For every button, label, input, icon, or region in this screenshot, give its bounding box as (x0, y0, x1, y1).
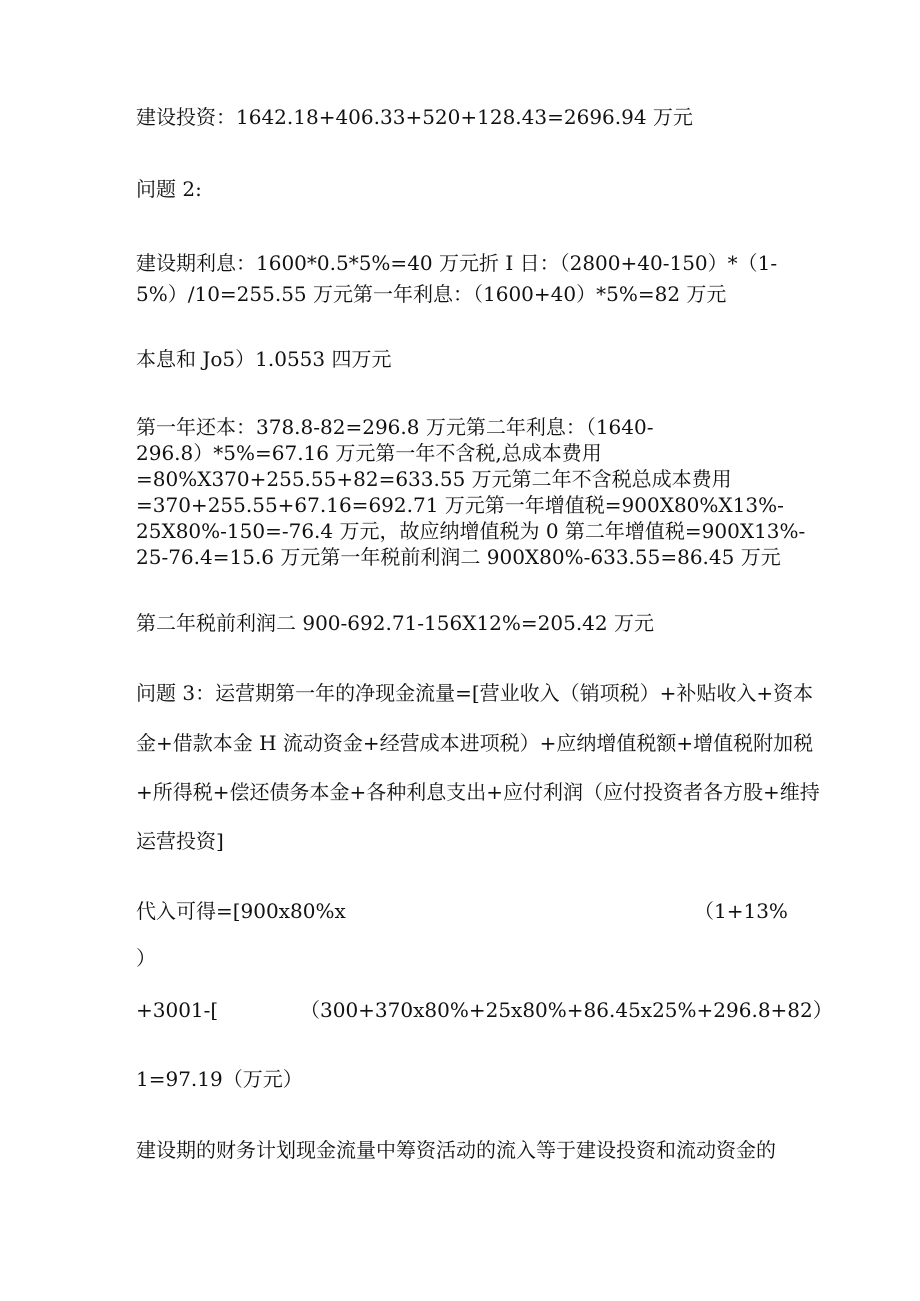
calc-paragraph-line-4: =370+255.55+67.16=692.71 万元第一年增值税=900X80%X13%- (136, 493, 784, 517)
second-year-profit-line: 第二年税前利润二 900-692.71-156X12%=205.42 万元 (136, 611, 654, 635)
financing-activities-line: 建设期的财务计划现金流量中筹资活动的流入等于建设投资和流动资金的 (136, 1138, 776, 1162)
question-3-line-1: 问题 3：运营期第一年的净现金流量=[营业收入（销项税）+补贴收入+资本 (136, 681, 814, 705)
question-2-heading: 问题 2: (136, 177, 202, 201)
interest-line-2: 5%）/10=255.55 万元第一年利息：（1600+40）*5%=82 万元 (136, 282, 727, 306)
principal-interest-line: 本息和 Jo5）1.0553 四万元 (136, 347, 392, 371)
calc-paragraph-line-2: 296.8）*5%=67.16 万元第一年不含税,总成本费用 (136, 441, 602, 465)
substitution-line-1-left: 代入可得=[900x80%x (136, 899, 346, 923)
substitution-line-1-right: （1+13% (694, 899, 788, 923)
calc-paragraph-line-6: 25-76.4=15.6 万元第一年税前利润二 900X80%-633.55=86.45 万元 (136, 545, 781, 569)
substitution-line-3-left: +3001-[ (136, 998, 219, 1022)
calc-paragraph-line-5: 25X80%-150=-76.4 万元，故应纳增值税为 0 第二年增值税=900X13%- (136, 519, 806, 543)
result-line: 1=97.19（万元） (136, 1067, 303, 1091)
construction-investment-line: 建设投资：1642.18+406.33+520+128.43=2696.94 万元 (136, 105, 693, 129)
calc-paragraph-line-3: =80%X370+255.55+82=633.55 万元第二年不含税总成本费用 (136, 467, 732, 491)
substitution-line-3-right: （300+370x80%+25x80%+86.45x25%+296.8+82） (300, 998, 833, 1022)
question-3-line-3: +所得税+偿还债务本金+各种利息支出+应付利润（应付投资者各方股+维持 (136, 780, 820, 804)
calc-paragraph-line-1: 第一年还本：378.8-82=296.8 万元第二年利息：（1640- (136, 415, 654, 439)
substitution-closing-paren: ） (136, 946, 156, 970)
question-3-line-4: 运营投资] (136, 829, 224, 853)
question-3-line-2: 金+借款本金 H 流动资金+经营成本进项税）+应纳增值税额+增值税附加税 (136, 731, 814, 755)
interest-line-1: 建设期利息：1600*0.5*5%=40 万元折 I 日：（2800+40-150）*（1- (136, 251, 778, 275)
